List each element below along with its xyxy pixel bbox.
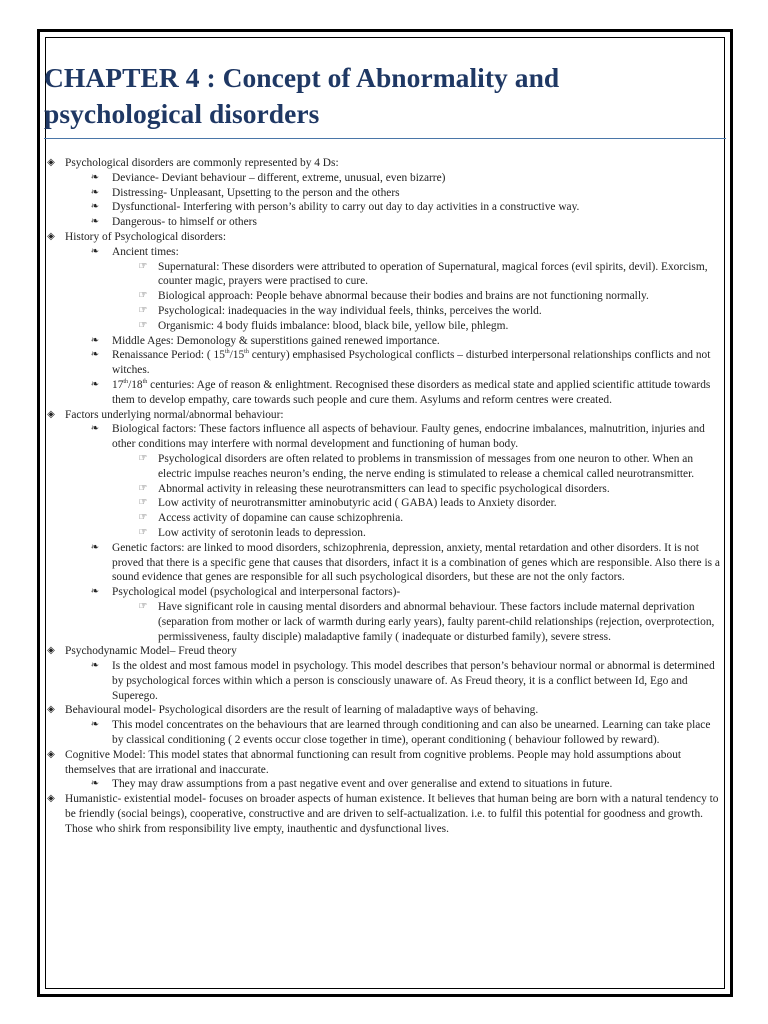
sub-item [44,334,720,349]
sub-item [44,422,720,452]
sub-sub-item [44,319,720,334]
bullet-text: Organismic: 4 body fluids imbalance: blood, black bile, yellow bile, phlegm. [158,319,509,332]
bullet-text: Dangerous- to himself or others [112,216,257,229]
bullet-text: Behavioural model- Psychological disorders are the result of learning of maladaptive ways of behaving. [65,704,539,717]
diamond-bullet-icon: ◈ [47,157,55,168]
sub-item [44,378,720,408]
diamond-bullet-icon: ◈ [47,793,55,805]
sub-item [44,171,720,186]
sub-item [44,585,720,600]
title-divider [44,138,726,139]
bullet-text: Humanistic- existential model- focuses on broader aspects of human existence. It believes that human being are born with a natural tendency to be friendly (social beings), cooperative, constructive and are driven to self-actualization. i.e. to fulfil this potential for goodness and growth. Those who shirk from responsibility live empty, inauthentic and dysfunctional lives. [65,793,719,835]
bullet-text: Ancient times: [112,245,179,258]
sub-item [44,245,720,260]
chapter-title-line-1: CHAPTER 4 : Concept of Abnormality and [44,62,560,93]
fleuron-bullet-icon: ❧ [90,334,100,346]
section-item [44,230,720,245]
bullet-text: Psychological disorders are commonly represented by 4 Ds: [65,157,339,169]
pointing-hand-bullet-icon: ☞ [138,512,148,524]
bullet-text: Abnormal activity in releasing these neurotransmitters can lead to specific psychological disorders. [158,482,610,495]
fleuron-bullet-icon: ❧ [90,245,100,257]
bullet-text: They may draw assumptions from a past negative event and over generalise and extend to situations in future. [112,778,613,791]
bullet-text: Supernatural: These disorders were attributed to operation of Supernatural, magical forces (evil spirits, devil). Exorcism, counter magic, prayers were practised to cure. [158,260,708,288]
fleuron-bullet-icon: ❧ [90,586,100,598]
sub-sub-item [44,304,720,319]
pointing-hand-bullet-icon: ☞ [138,497,148,509]
bullet-text: Psychodynamic Model– Freud theory [65,645,237,658]
bullet-text: Have significant role in causing mental disorders and abnormal behaviour. These factors include maternal deprivation (separation from mother or lack of warmth during early years), faulty parent-child relationships (rejection, overprotection, permissiveness, faulty disciple) maladaptive family ( inadequate or disturbed family), severe stress. [158,600,715,643]
sub-item [44,215,720,230]
bullet-text: Genetic factors: are linked to mood disorders, schizophrenia, depression, anxiety, mental retardation and other disorders. It is not proved that there is a specific gene that causes that disorders, infact it is a combination of genes which are responsible. Also there is a sound evidence that genes are responsible for all such psychological disorders, but these are not the only factors. [112,541,720,584]
bullet-text: Factors underlying normal/abnormal behaviour: [65,408,284,421]
fleuron-bullet-icon: ❧ [90,378,100,390]
sub-sub-item [44,289,720,304]
bullet-text: Low activity of serotonin leads to depression. [158,526,366,539]
pointing-hand-bullet-icon: ☞ [138,260,148,272]
bullet-text: Deviance- Deviant behaviour – different, extreme, unusual, even bizarre) [112,171,446,184]
bullet-text: History of Psychological disorders: [65,230,227,243]
sub-item [44,659,720,703]
pointing-hand-bullet-icon: ☞ [138,304,148,316]
diamond-bullet-icon: ◈ [47,408,55,420]
pointing-hand-bullet-icon: ☞ [138,452,148,464]
bullet-text: Distressing- Unpleasant, Upsetting to the person and the others [112,186,400,199]
fleuron-bullet-icon: ❧ [90,349,100,361]
diamond-bullet-icon: ◈ [47,748,55,760]
diamond-bullet-icon: ◈ [47,230,55,242]
pointing-hand-bullet-icon: ☞ [138,600,148,612]
pointing-hand-bullet-icon: ☞ [138,319,148,331]
bullet-text: Psychological model (psychological and interpersonal factors)- [112,586,401,599]
fleuron-bullet-icon: ❧ [90,719,100,731]
bullet-text: Is the oldest and most famous model in psychology. This model describes that person’s behaviour normal or abnormal is determined by psychological forces within which a person is consciously unaware of. As Freud theory, it is a conflict between Id, Ego and Superego. [112,660,715,702]
section-item [44,408,720,423]
sub-sub-item [44,452,720,482]
diamond-bullet-icon: ◈ [47,645,55,657]
diamond-bullet-icon: ◈ [47,704,55,716]
fleuron-bullet-icon: ❧ [90,201,100,213]
section-item [44,156,720,171]
fleuron-bullet-icon: ❧ [90,660,100,672]
bullet-text: Middle Ages: Demonology & superstitions gained renewed importance. [112,334,440,347]
bullet-text: Access activity of dopamine can cause schizophrenia. [158,512,404,525]
bullet-text: Renaissance Period: ( 15th/15th century) emphasised Psychological conflicts – disturbed interpersonal relationships conflicts and not witches. [112,349,711,377]
bullet-text: Psychological disorders are often related to problems in transmission of messages from one neuron to other. When an electric impulse reaches neuron’s ending, the nerve ending is stimulated to release a chemical called neurotransmitter. [158,452,695,480]
chapter-title [44,60,724,132]
sub-item [44,186,720,201]
sub-sub-item [44,600,720,644]
fleuron-bullet-icon: ❧ [90,216,100,228]
sub-sub-item [44,482,720,497]
section-item [44,748,720,778]
bullet-text: 17th/18th centuries: Age of reason & enlightment. Recognised these disorders as medical state and applied scientific attitude towards them to develop empathy, care towards such people and cure them. Asylums and reform centres were created. [112,378,711,406]
bullet-text: Low activity of neurotransmitter aminobutyric acid ( GABA) leads to Anxiety disorder. [158,497,557,510]
fleuron-bullet-icon: ❧ [90,171,100,183]
pointing-hand-bullet-icon: ☞ [138,290,148,302]
sub-sub-item [44,496,720,511]
fleuron-bullet-icon: ❧ [90,541,100,553]
pointing-hand-bullet-icon: ☞ [138,482,148,494]
section-item [44,703,720,718]
document-body [44,156,720,837]
chapter-title-line-2: psychological disorders [44,98,320,129]
sub-item [44,348,720,378]
section-item [44,792,720,836]
sub-item [44,718,720,748]
bullet-text: Psychological: inadequacies in the way individual feels, thinks, perceives the world. [158,304,542,317]
pointing-hand-bullet-icon: ☞ [138,526,148,538]
sub-item [44,200,720,215]
fleuron-bullet-icon: ❧ [90,423,100,435]
section-item [44,644,720,659]
bullet-text: Cognitive Model: This model states that abnormal functioning can result from cognitive problems. People may hold assumptions about themselves that are irrational and inaccurate. [65,748,682,776]
sub-item [44,777,720,792]
bullet-text: Biological approach: People behave abnormal because their bodies and brains are not functioning normally. [158,290,649,303]
sub-sub-item [44,260,720,290]
fleuron-bullet-icon: ❧ [90,778,100,790]
fleuron-bullet-icon: ❧ [90,186,100,198]
sub-sub-item [44,511,720,526]
bullet-text: Dysfunctional- Interfering with person’s ability to carry out day to day activities in a constructive way. [112,201,580,214]
bullet-text: This model concentrates on the behaviours that are learned through conditioning and can also be unearned. Learning can take place by classical conditioning ( 2 events occur close together in time), operant conditioning ( behaviour followed by reward). [112,719,711,747]
sub-item [44,541,720,585]
sub-sub-item [44,526,720,541]
bullet-text: Biological factors: These factors influence all aspects of behaviour. Faulty genes, endocrine imbalances, malnutrition, injuries and other conditions may interfere with normal development and functioning of human body. [112,423,705,451]
